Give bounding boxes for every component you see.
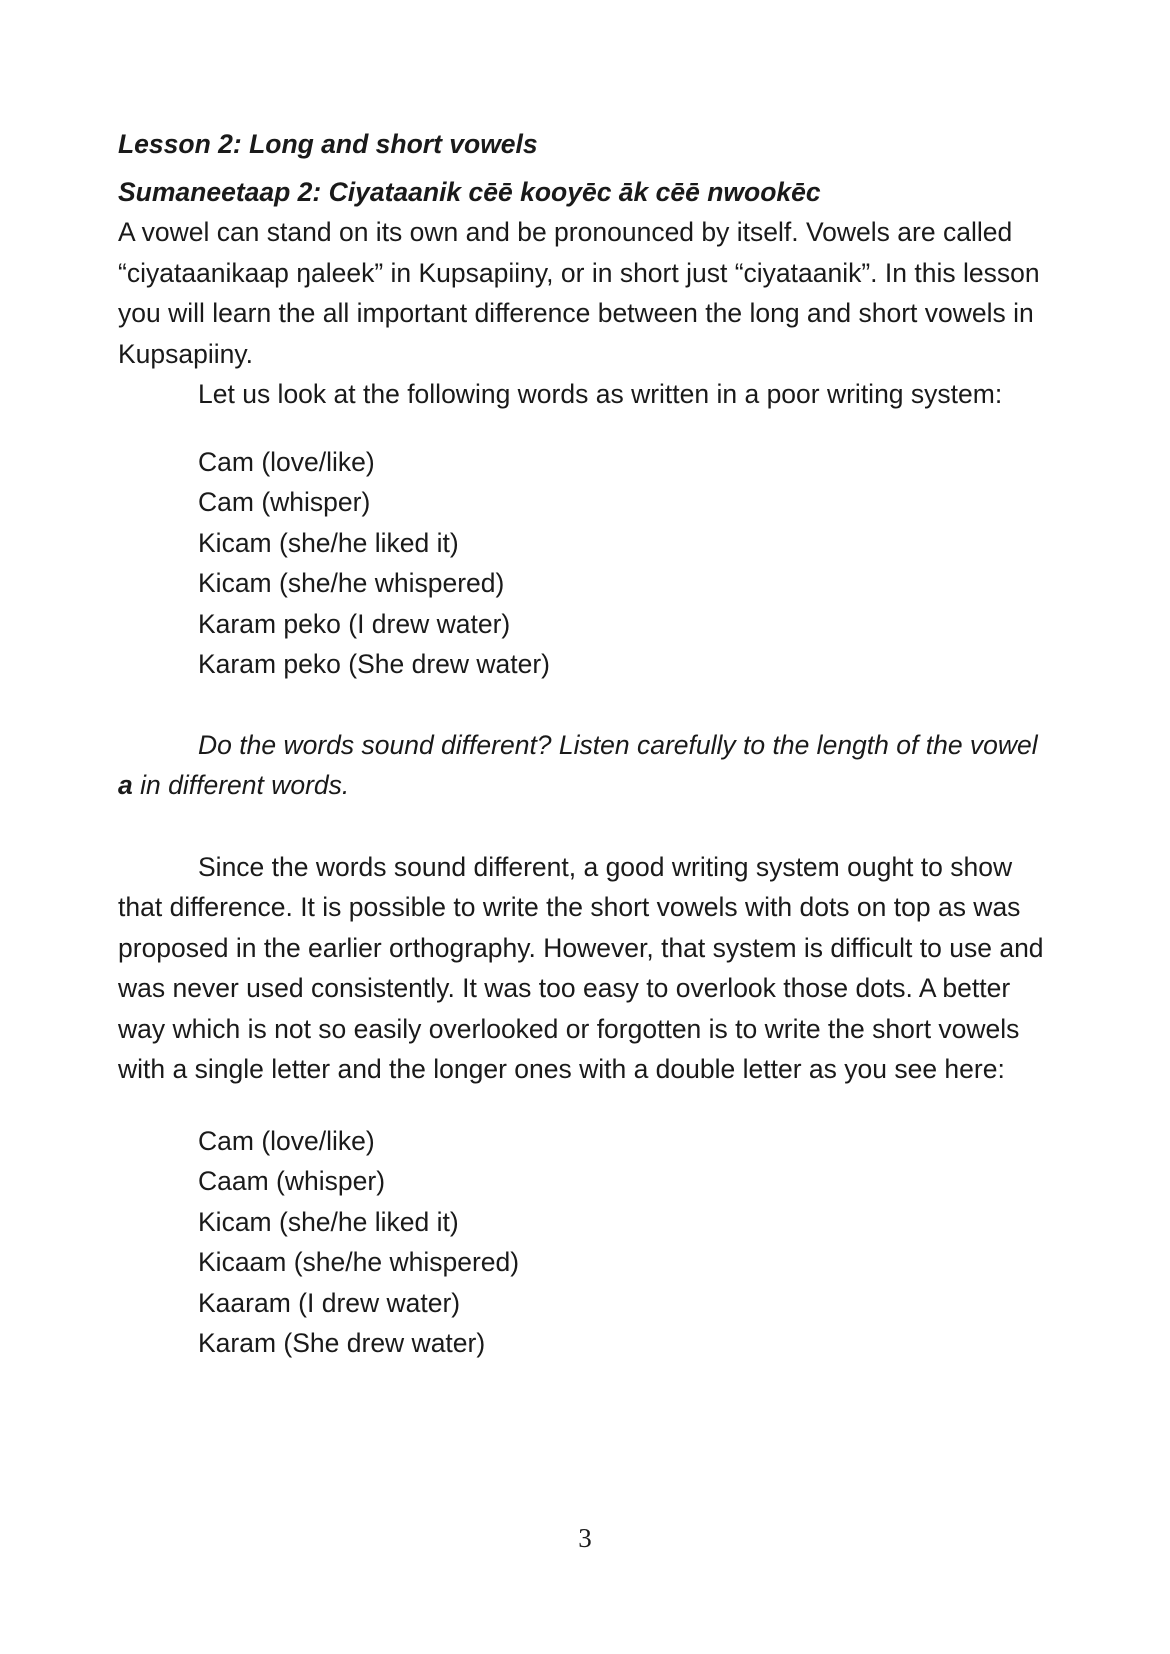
- list-item: Karam peko (I drew water): [198, 608, 511, 639]
- intro-paragraph: A vowel can stand on its own and be pronounced by itself. Vowels are called “ciyataanikaap ŋaleek” in Kupsapiiny, or in short just “ciyataanik”. In this lesson you will learn the all important difference between the long and short vowels in Kupsapiiny.: [118, 217, 1040, 369]
- look-paragraph: Let us look at the following words as written in a poor writing system:: [198, 379, 1003, 409]
- good-writing-word-list: [118, 1121, 1048, 1364]
- list-item: Karam peko (She drew water): [198, 649, 551, 679]
- list-item: Kicaam (she/he whispered): [198, 1247, 520, 1277]
- lesson-subtitle: Sumaneetaap 2: Ciyataanik cēē kooyēc āk cēē nwookēc: [118, 176, 821, 207]
- list-item: Kaaram (I drew water): [198, 1287, 461, 1318]
- poor-writing-word-list: [118, 442, 1048, 685]
- instruction-text-before: Do the words sound different? Listen carefully to the length of the vowel: [198, 729, 1038, 760]
- list-item: Kicam (she/he liked it): [198, 1206, 459, 1237]
- instruction-vowel: a: [118, 770, 133, 800]
- list-item: Cam (love/like): [198, 1125, 375, 1156]
- list-item: Kicam (she/he liked it): [198, 527, 459, 558]
- explanation-paragraph: Since the words sound different, a good writing system ought to show that difference. It is possible to write the short vowels with dots on top as was proposed in the earlier orthography. However, that system is difficult to use and was never used consistently. It was too easy to overlook those dots. A better way which is not so easily overlooked or forgotten is to write the short vowels with a single letter and the longer ones with a double letter as you see here:: [118, 851, 1044, 1084]
- listening-instruction: [118, 725, 1048, 806]
- instruction-text-after: in different words.: [132, 770, 350, 800]
- page-body: [118, 124, 1048, 1364]
- list-item: Cam (whisper): [198, 487, 371, 517]
- list-item: Karam (She drew water): [198, 1328, 486, 1358]
- list-item: Kicam (she/he whispered): [198, 568, 505, 598]
- page-number: 3: [578, 1523, 592, 1553]
- list-item: Cam (love/like): [198, 446, 375, 477]
- list-item: Caam (whisper): [198, 1166, 386, 1196]
- lesson-title: Lesson 2: Long and short vowels: [118, 129, 538, 159]
